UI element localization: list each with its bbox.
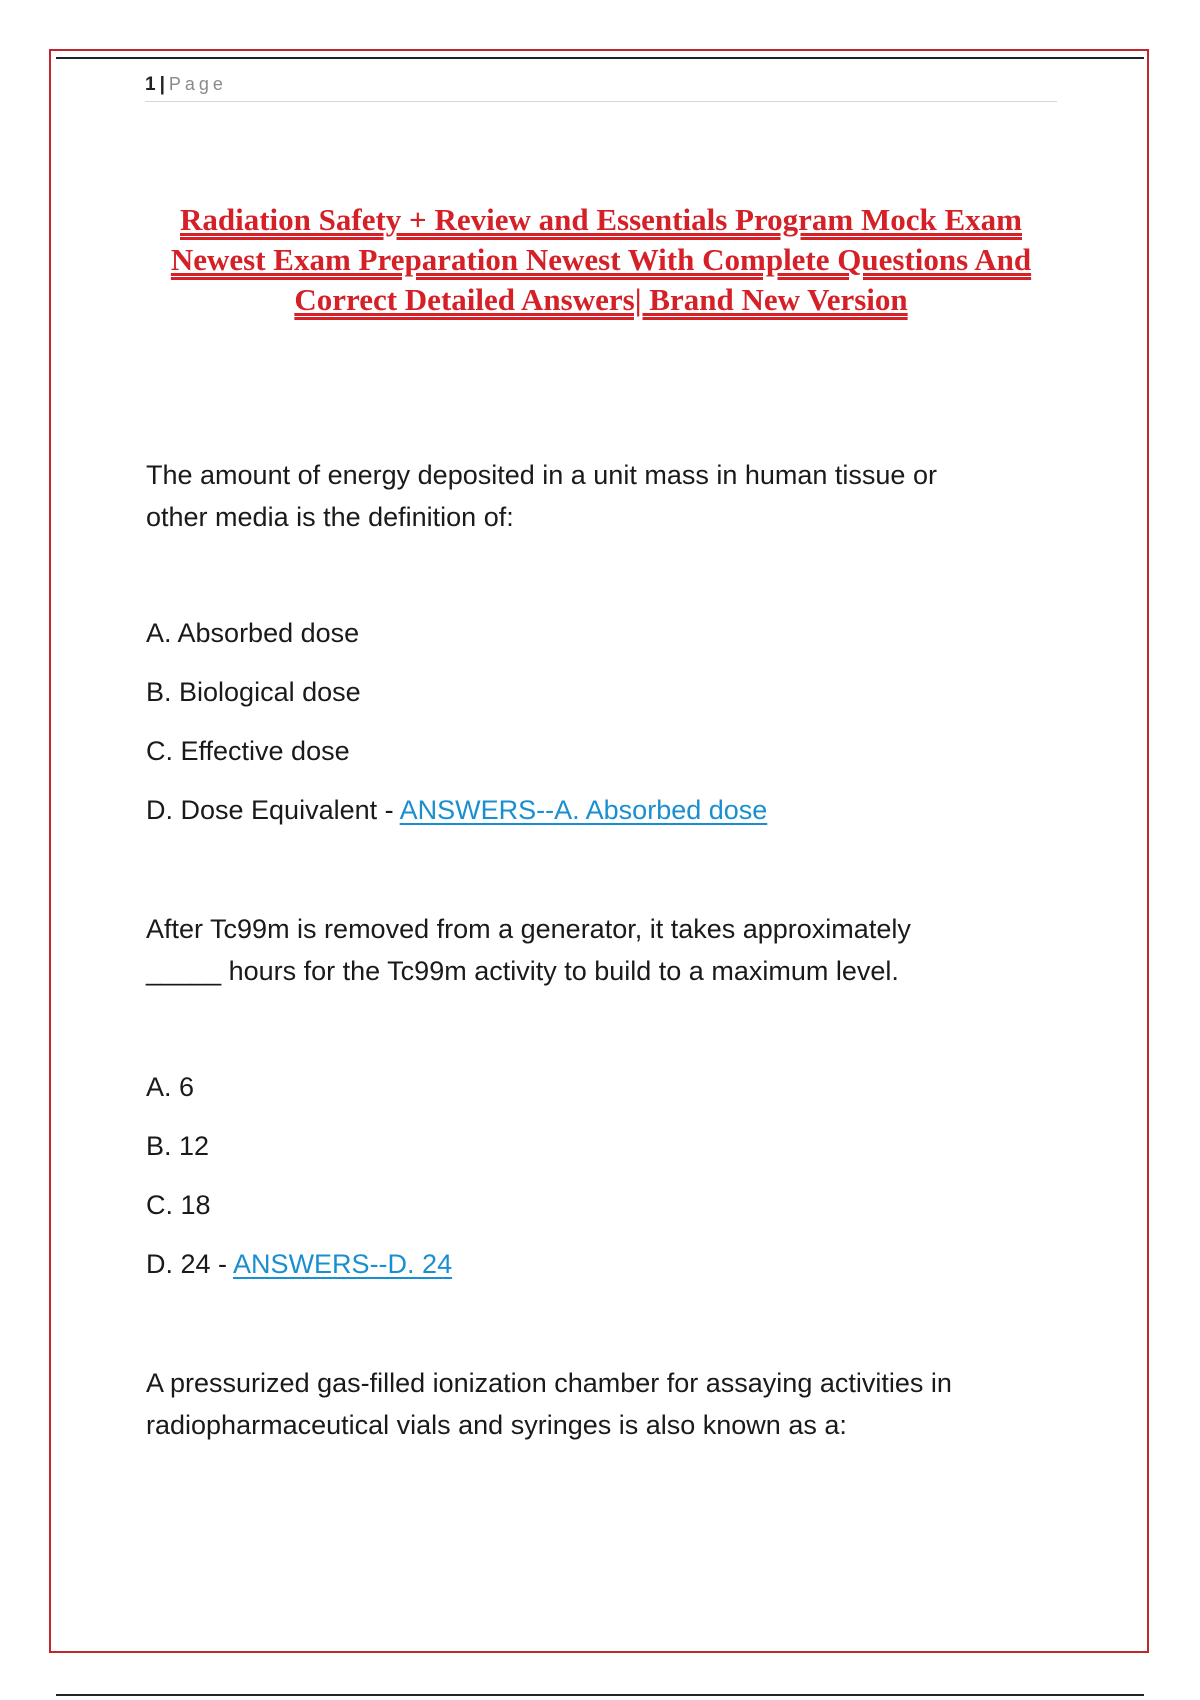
question-text: [146, 1362, 1056, 1446]
question-text-line-1: After Tc99m is removed from a generator, it takes approximately: [146, 914, 911, 944]
document-title: [145, 200, 1057, 320]
question-text-line-2: radiopharmaceutical vials and syringes is also known as a:: [146, 1410, 847, 1440]
question-text: [146, 454, 1056, 538]
spacer: [146, 538, 1056, 612]
title-line-1: Radiation Safety + Review and Essentials Program Mock Exam: [179, 202, 1022, 237]
question-text-line-1: A pressurized gas-filled ionization chamber for assaying activities in: [146, 1368, 952, 1398]
title-line-3: Correct Detailed Answers| Brand New Version: [294, 282, 908, 317]
option-a: A. Absorbed dose: [146, 618, 360, 648]
question-text-line-2: _____ hours for the Tc99m activity to build to a maximum level.: [146, 956, 899, 986]
option-d: [146, 1243, 1056, 1302]
option-a: A. 6: [146, 1072, 195, 1102]
document-body: [146, 454, 1056, 1446]
top-rule: [56, 57, 1144, 59]
spacer: [146, 848, 1056, 908]
title-line-2: Newest Exam Preparation Newest With Complete Questions And: [170, 242, 1032, 277]
question-3: [146, 1362, 1056, 1446]
option-c: C. 18: [146, 1190, 211, 1220]
question-text-line-2: other media is the definition of:: [146, 502, 514, 532]
spacer: [146, 1302, 1056, 1362]
page-number: 1: [145, 74, 156, 95]
option-c: C. Effective dose: [146, 736, 350, 766]
option-d: [146, 789, 1056, 848]
option-d-label: D. 24 -: [146, 1249, 234, 1279]
question-2: [146, 908, 1056, 1302]
question-text: [146, 908, 1056, 992]
answer-link[interactable]: ANSWERS--D. 24: [233, 1249, 453, 1279]
question-text-line-1: The amount of energy deposited in a unit mass in human tissue or: [146, 460, 937, 490]
option-b: B. 12: [146, 1131, 210, 1161]
bottom-rule: [56, 1694, 1144, 1696]
spacer: [146, 992, 1056, 1066]
answer-link[interactable]: ANSWERS--A. Absorbed dose: [399, 795, 768, 825]
header-separator: |: [159, 74, 165, 95]
option-d-label: D. Dose Equivalent -: [146, 795, 400, 825]
question-1: [146, 454, 1056, 848]
page-header: [145, 70, 1057, 102]
page-label: Page: [168, 74, 227, 94]
option-b: B. Biological dose: [146, 677, 361, 707]
